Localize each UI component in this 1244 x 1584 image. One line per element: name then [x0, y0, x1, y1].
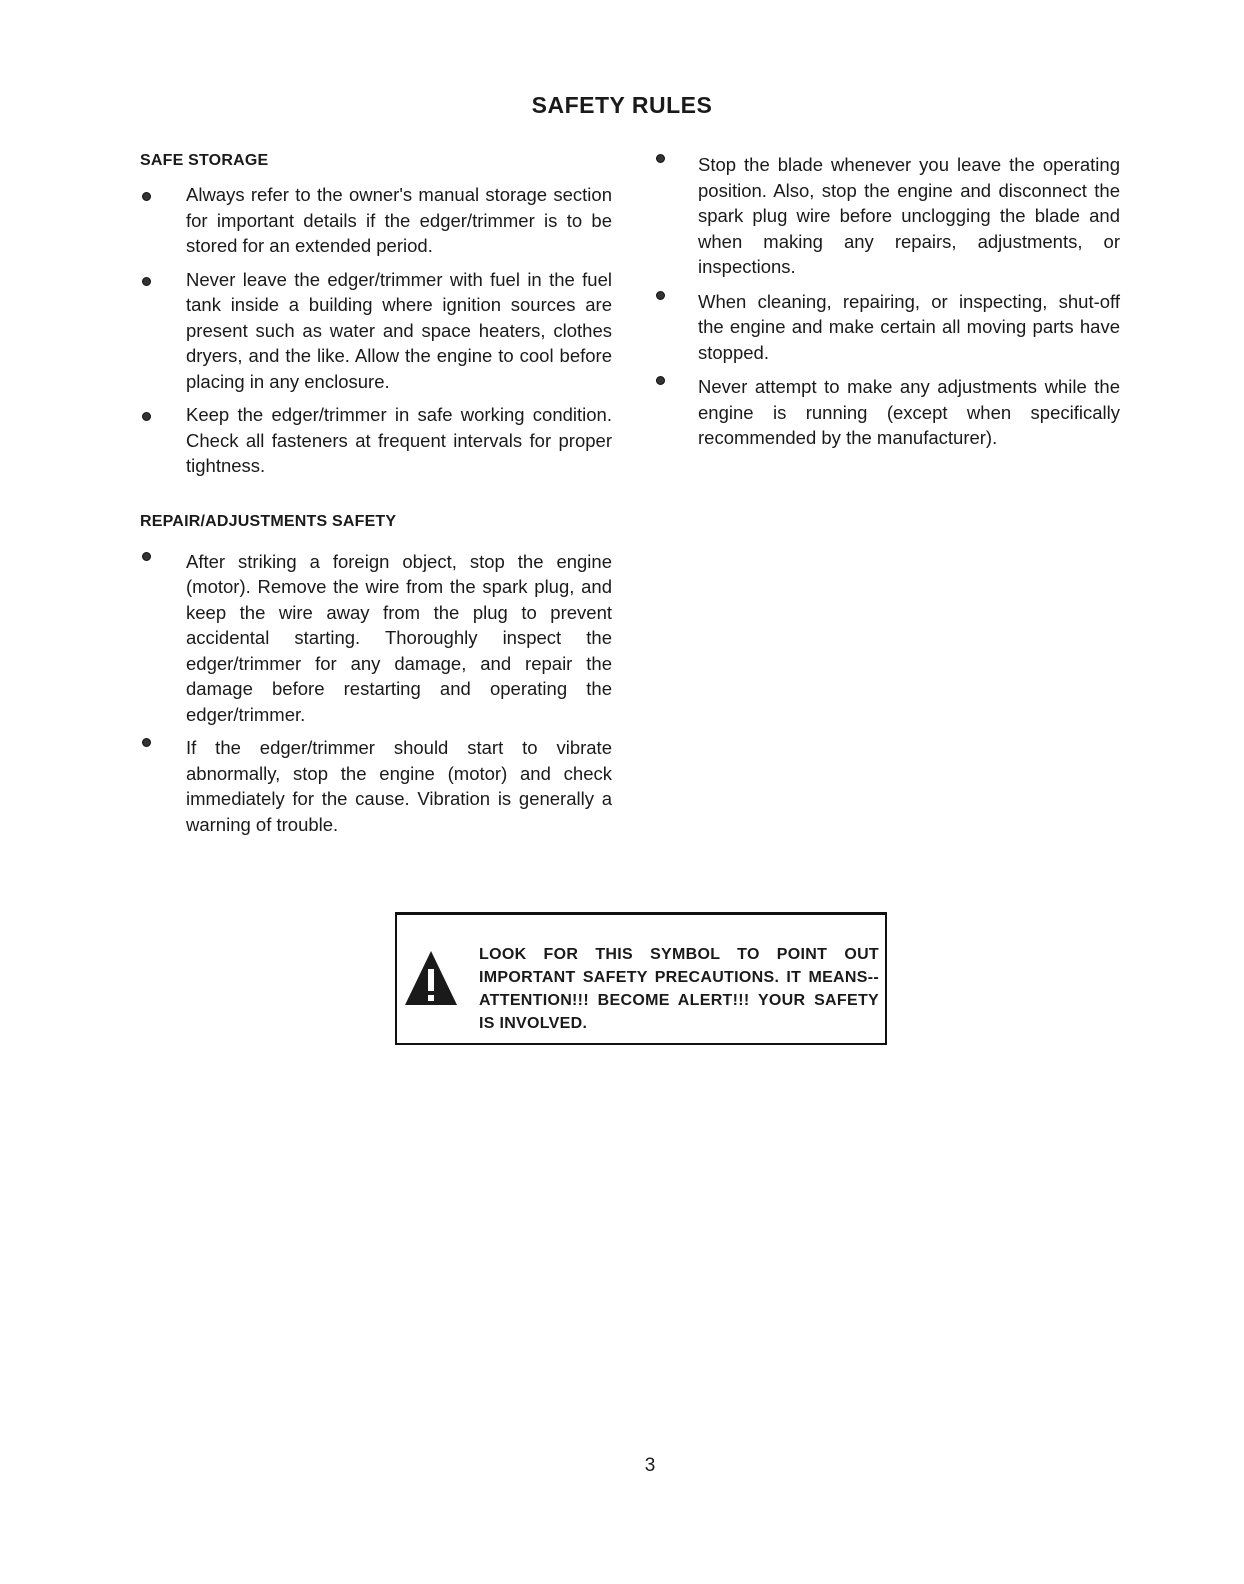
left-column — [140, 152, 612, 845]
page-number: 3 — [644, 1455, 656, 1476]
list-item-text: Never attempt to make any adjustments while the engine is running (except when specifically recommended by the manufacturer). — [698, 376, 1120, 448]
bullet-icon — [142, 277, 151, 286]
list-item-text: Always refer to the owner's manual storage section for important details if the edger/trimmer is to be stored for an extended period. — [186, 184, 612, 256]
bullet-icon — [142, 552, 151, 561]
bullet-icon — [656, 154, 665, 163]
bullet-icon — [142, 412, 151, 421]
list-item-text: After striking a foreign object, stop the engine (motor). Remove the wire from the spark plug, and keep the wire away from the plug to prevent accidental starting. Thoroughly inspect the edger/trimmer for any damage, and repair the damage before restarting and operating the edger/trimmer. — [186, 550, 612, 725]
safety-notice-text: LOOK FOR THIS SYMBOL TO POINT OUT IMPORTANT SAFETY PRECAUTIONS. IT MEANS--ATTENTION!!! BECOME ALERT!!! YOUR SAFETY IS INVOLVED. — [479, 946, 879, 1032]
safe-storage-heading: SAFE STORAGE — [140, 152, 269, 169]
list-item — [140, 735, 612, 837]
bullet-icon — [656, 291, 665, 300]
list-item — [650, 152, 1120, 280]
bullet-icon — [142, 192, 151, 201]
page-title: SAFETY RULES — [531, 92, 713, 118]
list-item — [650, 374, 1120, 451]
list-item — [140, 549, 612, 728]
warning-triangle-icon — [403, 949, 459, 1007]
repair-adjustments-list — [140, 549, 612, 838]
list-item — [140, 402, 612, 479]
list-item-text: Keep the edger/trimmer in safe working condition. Check all fasteners at frequent intervals for proper tightness. — [186, 404, 612, 476]
repair-adjustments-heading: REPAIR/ADJUSTMENTS SAFETY — [140, 512, 397, 530]
safe-storage-list — [140, 182, 612, 479]
list-item — [140, 182, 612, 259]
safety-notice-box — [395, 912, 887, 1045]
right-rules-list — [650, 152, 1120, 451]
list-item-text: When cleaning, repairing, or inspecting, shut-off the engine and make certain all moving parts have stopped. — [698, 290, 1120, 363]
list-item-text: Stop the blade whenever you leave the operating position. Also, stop the engine and disconnect the spark plug wire before unclogging the blade and when making any repairs, adjustments, or inspections. — [698, 154, 1120, 277]
list-item-text: Never leave the edger/trimmer with fuel in the fuel tank inside a building where ignition sources are present such as water and space heaters, clothes dryers, and the like. Allow the engine to cool before placing in any enclosure. — [186, 268, 612, 392]
list-item — [650, 289, 1120, 366]
list-item-text: If the edger/trimmer should start to vibrate abnormally, stop the engine (motor) and check immediately for the cause. Vibration is generally a warning of trouble. — [186, 737, 612, 835]
bullet-icon — [656, 376, 665, 385]
bullet-icon — [142, 738, 151, 747]
list-item — [140, 267, 612, 395]
right-column — [650, 152, 1120, 460]
